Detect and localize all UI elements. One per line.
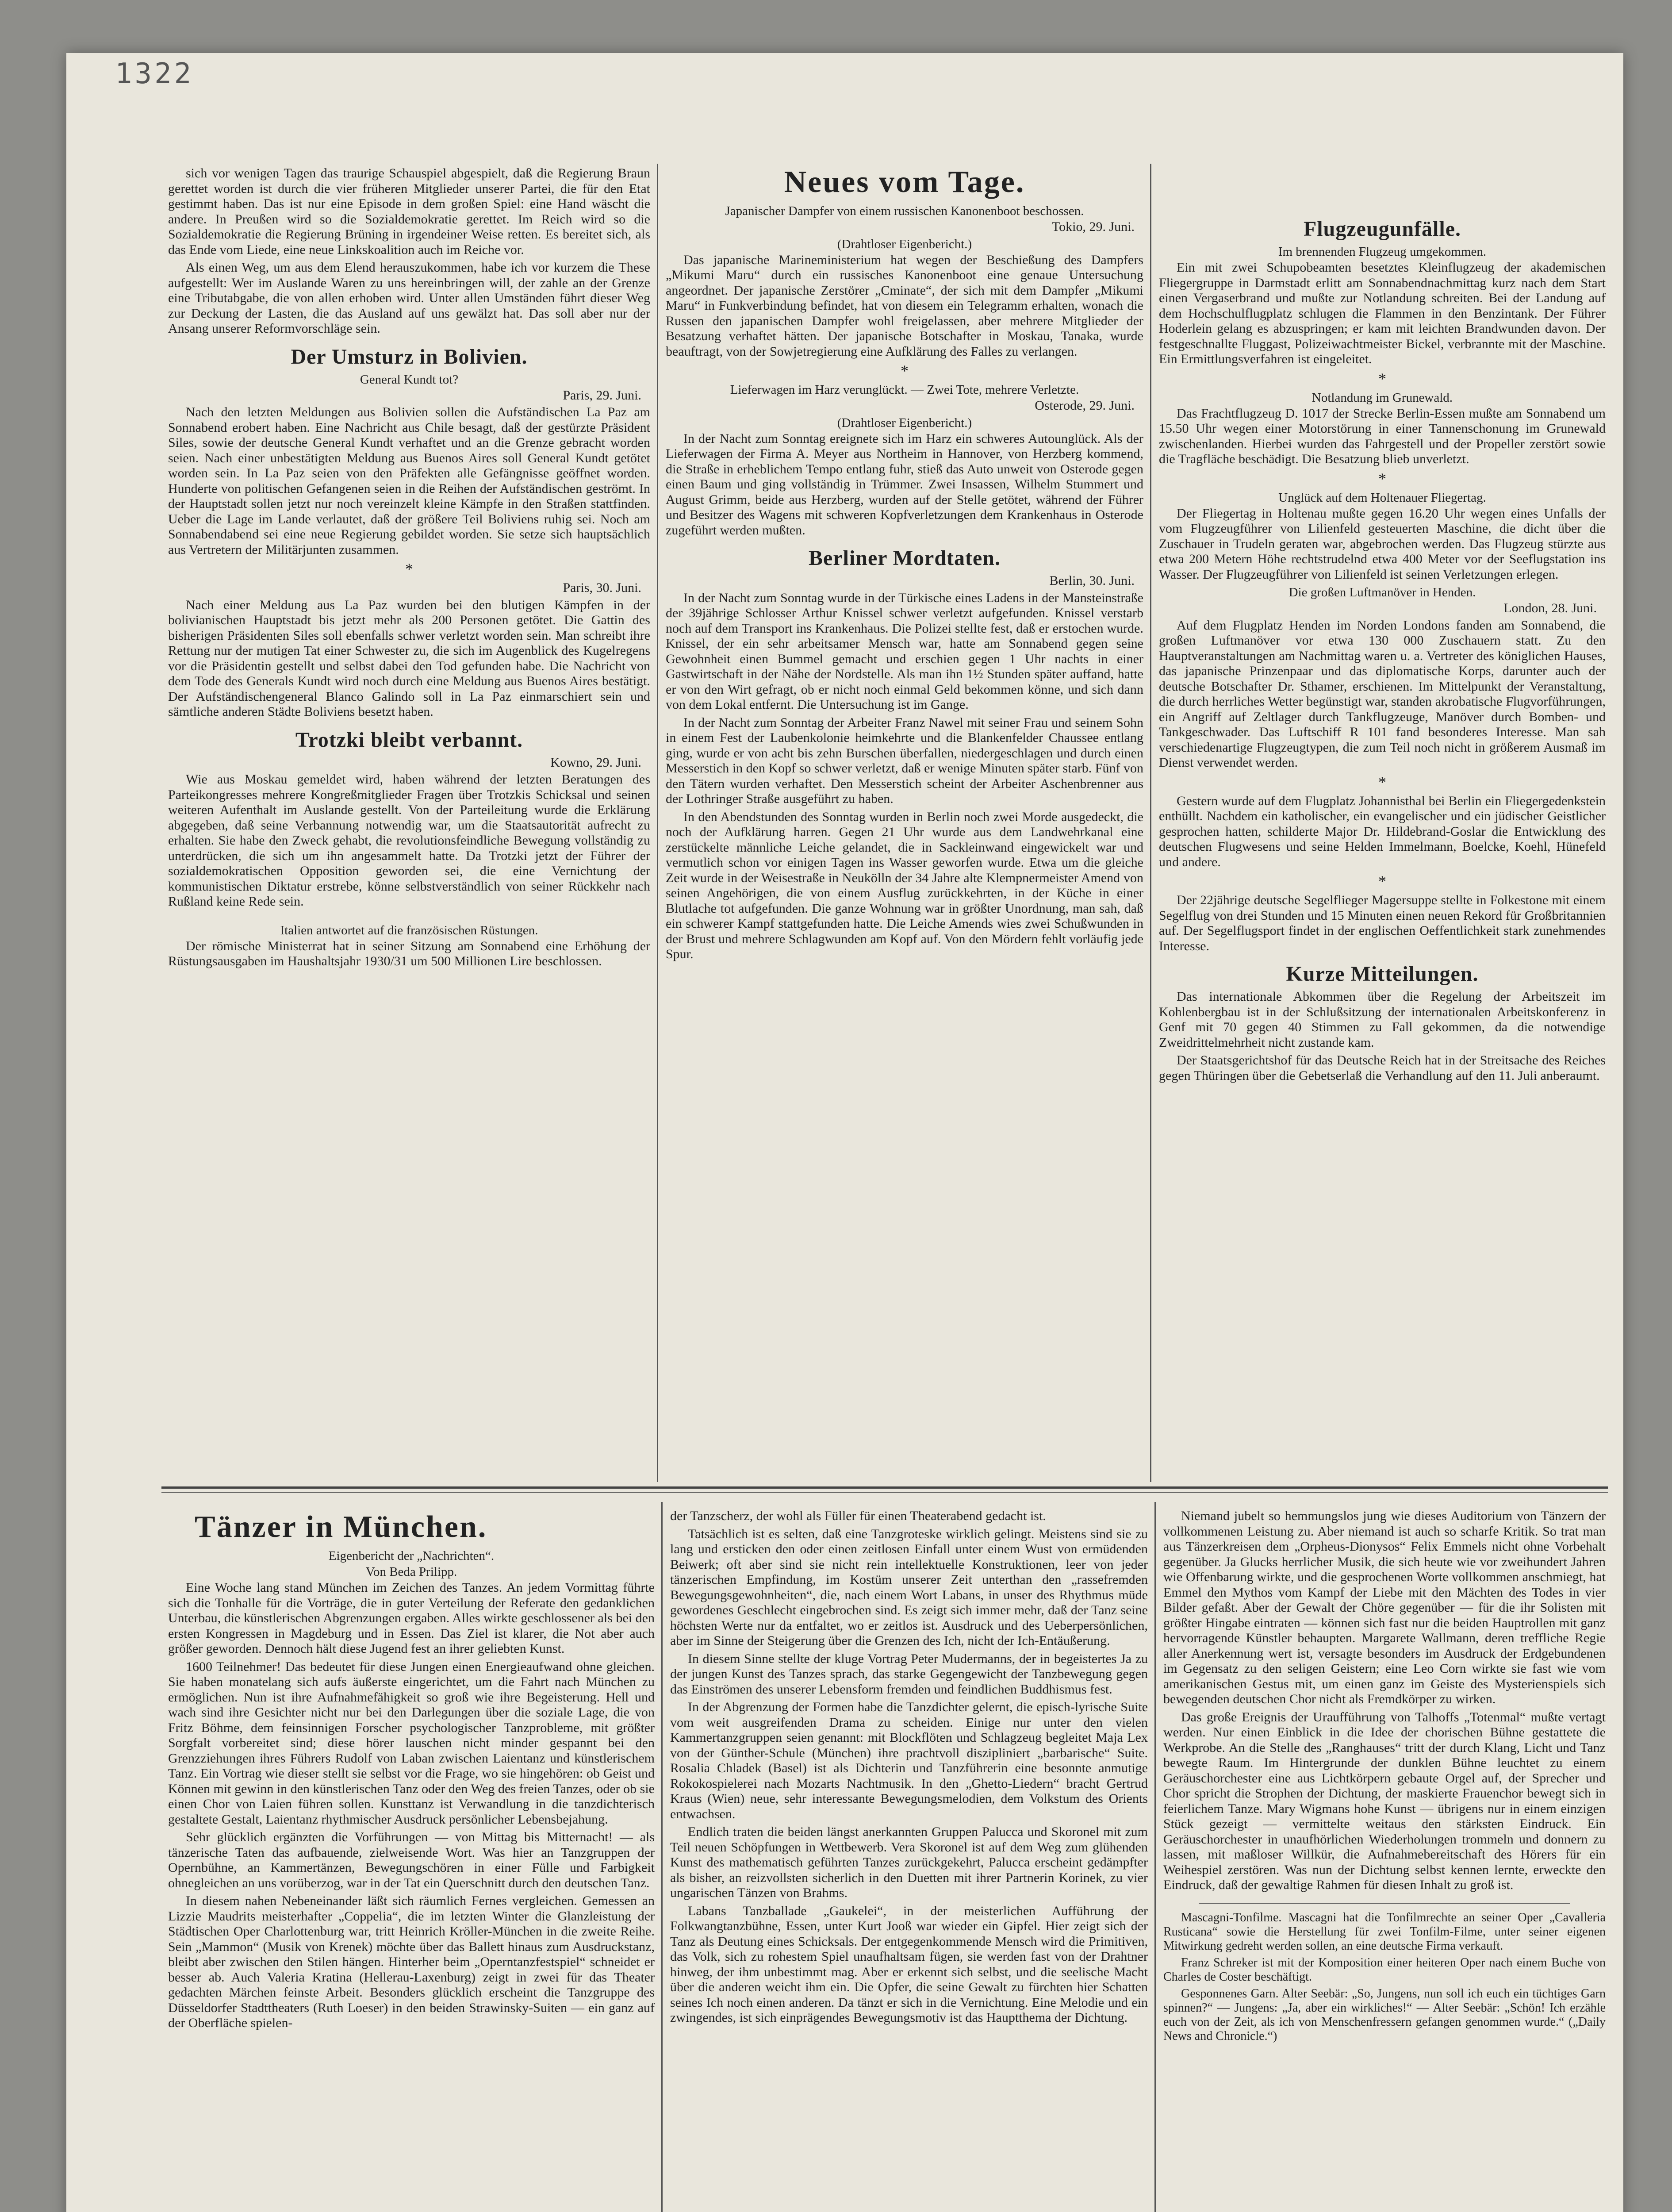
- column-bottom-middle: [670, 1509, 1148, 2212]
- bolivia-paragraph-2: Nach einer Meldung aus La Paz wurden bei den blutigen Kämpfen in der bolivianischen Hauptstadt bis jetzt mehr als 200 Personen getötet. Die Gattin des bisherigen Präsidenten Siles soll ebenfalls schwer verletzt worden sein. Man schreibt ihre Rettung nur der mutigen Tat einer Schwester zu, die sich im Augenblick des Kugelregens vor die Präsidentin gestellt und selbst dabei den Tod gefunden habe. Die Nachricht von dem Tode des Generals Kundt wird noch durch eine Meldung aus Buenos Aires bestätigt. Der Aufständischengeneral Blanco Galindo soll in La Paz einmarschiert sein und sämtliche anderen Städte Boliviens besetzt haben.: [168, 597, 650, 719]
- bolivia-dateline-2: Paris, 30. Juni.: [563, 580, 641, 595]
- feuilleton-paragraph: Eine Woche lang stand München im Zeichen des Tanzes. An jedem Vormittag führte sich die Tonhalle für die Vorträge, die in guter Verteilung der Referate den gedanklichen Unterbau, die künstlerischen Abgrenzungen ergaben. Alles wirkte geschlossener als bei den ersten Kongressen in Magdeburg und in Essen. Das Ziel ist klarer, die Not aber auch größer geworden. Dennoch hält diese Jugend fest an ihrer geliebten Kunst.: [168, 1580, 655, 1656]
- trotzki-paragraph: Wie aus Moskau gemeldet wird, haben während der letzten Beratungen des Parteikongresses mehrere Kongreßmitglieder Fragen über Trotzkis Schicksal und seinen weiteren Aufenthalt im Auslande gestellt. Von der Parteileitung wurde die Erklärung abgegeben, daß seine Verbannung notwendig war, um die Staatsautorität aufrecht zu erhalten. Sie habe den Zweck gehabt, die revolutionsfeindliche Bewegung vollständig zu unterdrücken, die sich um ihn angesammelt hatte. Da Trotzki jetzt der Führer der sozialdemokratischen Opposition geworden sei, die eine Vernichtung der kommunistischen Diktatur erstrebe, könne selbstverständlich von seiner Rückkehr nach Rußland keine Rede sein.: [168, 772, 650, 909]
- italy-headline: Italien antwortet auf die französischen Rüstungen.: [280, 923, 538, 937]
- feuilleton-paragraph: In diesem nahen Nebeneinander läßt sich räumlich Fernes vergleichen. Gemessen an Lizzie Maudrits meisterhafter „Coppelia“, die im letzten Winter die Glanzleistung der Städtischen Oper Charlottenburg war, tritt Heinrich Kröller-München in die zweite Reihe. Sein „Mammon“ (Musik von Krenek) möchte über das Ballett hinaus zum Ausdruckstanz, bleibt aber zwischen den Stilen hängen. Hinterher beim „Operntanzfestspiel“ schneidet er besser ab. Auch Valeria Kratina (Hellerau-Laxenburg) zeigt in zwei für das Theater gedachten Märchen feinste Arbeit. Besonders glücklich erscheint die Tanzgruppe des Düsseldorfer Stadttheaters (Ruth Loeser) in den beiden Strawinsky-Suiten — ein ganz auf der Oberfläche spielen-: [168, 1893, 655, 2030]
- japan-dateline: Tokio, 29. Juni.: [1051, 219, 1135, 234]
- kurz-paragraph-2: Der Staatsgerichtshof für das Deutsche Reich hat in der Streitsache des Reiches gegen Thüringen über die Gebetserlaß die Verhandlung auf den 11. Juli anberaumt.: [1159, 1053, 1606, 1083]
- mord-paragraph-3: In den Abendstunden des Sonntag wurden in Berlin noch zwei Morde ausgedeckt, die noch der Aufklärung harren. Gegen 21 Uhr wurde aus dem Landwehrkanal eine zerstückelte männliche Leiche gelandet, die in Sackleinwand eingewickelt war und vermutlich schon vor einigen Tagen ins Wasser geworfen wurde. Etwa um die gleiche Zeit wurde in der Weisestraße in Neukölln der 34 Jahre alte Klempnermeister Amend von seinen Angehörigen, die von einem Ausflug zurückkehrten, in der Küche in einer Blutlache tot aufgefunden. Die ganze Wohnung war in größter Unordnung, man sah, daß ein schwerer Kampf stattgefunden hatte. Die Leiche Amends wies zwei Schußwunden in der Brust und mehrere Schlagwunden am Kopf auf. Von den Mördern fehlt vorläufig jede Spur.: [666, 809, 1143, 961]
- feuilleton-author: Von Beda Prilipp.: [365, 1565, 457, 1579]
- japan-source: (Drahtloser Eigenbericht.): [837, 237, 972, 251]
- bolivia-subheadline: General Kundt tot?: [360, 372, 459, 387]
- mord-dateline: Berlin, 30. Juni.: [1049, 573, 1135, 588]
- flug-paragraph: Ein mit zwei Schupobeamten besetztes Kleinflugzeug der akademischen Fliegergruppe in Darmstadt erlitt am Sonnabendnachmittag kurz nach dem Start einen Vergaserbrand und mußte zur Notlandung schreiten. Bei der Landung auf dem Hochschulflugplatz schlugen die Flammen in den Benzintank. Der Führer Hoderlein gelang es abzuspringen; er kam mit leichten Brandwunden davon. Der festgeschnallte Fluggast, Polizeiwachtmeister Bickel, verbrannte mit der Maschine. Ein Ermittlungsverfahren ist eingeleitet.: [1159, 260, 1606, 366]
- feuilleton-paragraph: Sehr glücklich ergänzten die Vorführungen — von Mittag bis Mitternacht! — als tänzerische Taten das aufbauende, zielweisende Wort. Was hier an Tanzgruppen der Opernbühne, an Kammertänzen, Bewegungschören in einer Fülle und Farbigkeit ohnegleichen an uns vorüberzog, war in der Tat ein Querschnitt durch den deutschen Tanz.: [168, 1830, 655, 1890]
- column-rule: [1154, 1502, 1156, 2212]
- holtenau-paragraph: Der Fliegertag in Holtenau mußte gegen 16.20 Uhr wegen eines Unfalls der vom Flugzeugführer von Lilienfeld gesteuerten Maschine, die dicht über die Zuschauer in Trudeln geraten war, abgebrochen werden. Das Flugzeug stürzte aus etwa 200 Metern Höhe rechtstrudelnd etwa 400 Meter vor der Seeflugstation ins Wasser. Der Flugzeugführer von Lilienfeld ist seinen Verletzungen erlegen.: [1159, 506, 1606, 582]
- johannisthal-paragraph: Gestern wurde auf dem Flugplatz Johannisthal bei Berlin ein Fliegergedenkstein enthüllt. Nachdem ein katholischer, ein evangelischer und ein jüdischer Geistlicher gesprochen hatten, schilderte Major Dr. Hildebrand-Goslar die Entwicklung des deutschen Flugwesens und seine Helden Immelmann, Boelcke, Koehl, Hünefeld und andere.: [1159, 793, 1606, 869]
- column-rule: [1150, 164, 1151, 1482]
- trotzki-dateline: Kowno, 29. Juni.: [550, 755, 641, 770]
- feuilleton-paragraph: Das große Ereignis der Uraufführung von Talhoffs „Totenmal“ mußte vertagt werden. Nur einen Einblick in die Idee der chorischen Bühne gestattete die Werkprobe. An die Stelle des „Ranghauses“ tritt der durch Klang, Licht und Tanz bewegte Raum. Im Hintergrunde der dunklen Bühne leuchtet zu einem Geräuschorchester eine aus Lichtkörpern gebaute Orgel auf, der Sprecher und Chor spricht die Strophen der Dichtung, der maskierte Frauenchor bewegt sich in feierlichem Tanze. Mary Wigmans hohe Kunst — übrigens nur in einem einzigen Stück gezeigt — vermittelte weitaus den stärksten Eindruck. Ein Geräuschorchester in unaufhörlichen Wiederholungen trommeln und donnern zu lassen, mit maßloser Willkür, die Aufnahmebereitschaft des Hörers für ein Weihespiel zerstören. Was nun der Dichtung selbst kennen lernte, erweckte den Eindruck, daß der gewaltige Rahmen für diesen Inhalt zu groß ist.: [1163, 1709, 1606, 1892]
- separator-star: *: [405, 560, 413, 578]
- newspaper-page: [66, 53, 1623, 2212]
- flug-headline: Flugzeugunfälle.: [1303, 217, 1461, 241]
- italy-paragraph: Der römische Ministerrat hat in seiner Sitzung am Sonnabend eine Erhöhung der Rüstungsausgaben im Haushaltsjahr 1930/31 um 500 Millionen Lire beschlossen.: [168, 938, 650, 968]
- article-intro-2: Als einen Weg, um aus dem Elend herauszukommen, habe ich vor kurzem die These aufgestellt: Wer im Auslande Waren zu uns hereinbringen will, der zahle an der Grenze eine Tributabgabe, die von allen erhoben wird. Unter allen Umständen führt dieser Weg zur Deckung der Lasten, die das Ausland auf uns gewälzt hat. Das soll aber nur der Ansang unserer Reformvorschläge sein.: [168, 260, 650, 336]
- trotzki-headline: Trotzki bleibt verbannt.: [295, 728, 523, 752]
- japan-headline: Japanischer Dampfer von einem russischen Kanonenboot beschossen.: [725, 204, 1084, 218]
- segelflug-paragraph: Der 22jährige deutsche Segelflieger Magersuppe stellte in Folkestone mit einem Segelflug von drei Stunden und 15 Minuten einen neuen Rekord für Großbritannien auf. Der Segelflugsport findet in der englischen Oeffentlichkeit stark zunehmendes Interesse.: [1159, 893, 1606, 953]
- section-divider-thin: [161, 1492, 1608, 1493]
- separator-star: *: [1378, 469, 1386, 488]
- separator-star: *: [1378, 369, 1386, 388]
- harz-dateline: Osterode, 29. Juni.: [1035, 398, 1135, 413]
- feuilleton-paragraph: Tatsächlich ist es selten, daß eine Tanzgroteske wirklich gelingt. Meistens sind sie zu lang und ersticken den oder einen zeitlosen Einfall unter einem Wust von ermüdenden Beiwerk; oft aber sind sie nicht rein intellektuelle Konstruktionen, leer von jeder tänzerischen Empfindung, im Kostüm unserer Zeit unterthan den „rassefremden Bewegungsgewohnheiten“, die, nach einem Wort Labans, in unser des Rhythmus müde gewordenes Geschlecht eingebrochen sind. Es zeigt sich immer mehr, daß der Tanz seine höchsten Werte nur da entfaltet, wo er zeitlos ist. Ausdruck und des Ueberpersönlichen, aber im Sinne der Steigerung über die Grenzen des Ich, nicht der Ich-Entäußerung.: [670, 1526, 1148, 1648]
- kurz-headline: Kurze Mitteilungen.: [1286, 962, 1479, 986]
- notlandung-paragraph: Das Frachtflugzeug D. 1017 der Strecke Berlin-Essen mußte am Sonnabend um 15.50 Uhr wegen einer Motorstörung in einer Tannenschonung im Grunewald zwischenlanden. Hierbei wurden das Fahrgestell und der Propeller zerstört sowie die Tragfläche beschädigt. Die Besatzung blieb unverletzt.: [1159, 406, 1606, 466]
- separator-star: *: [1378, 872, 1386, 890]
- london-headline: Die großen Luftmanöver in Henden.: [1289, 585, 1476, 599]
- bolivia-headline: Der Umsturz in Bolivien.: [291, 345, 528, 369]
- note-mascagni: Mascagni-Tonfilme. Mascagni hat die Tonfilmrechte an seiner Oper „Cavalleria Rusticana“ sowie die Herstellung für zwei Tonfilm-Filme, unter seiner eigenen Mitwirkung gedreht werden sollen, an eine deutsche Firma verkauft.: [1163, 1910, 1606, 1953]
- separator-star: *: [901, 362, 909, 380]
- flug-subheadline: Im brennenden Flugzeug umgekommen.: [1278, 245, 1487, 259]
- note-schreker: Franz Schreker ist mit der Komposition einer heiteren Oper nach einem Buche von Charles de Coster beschäftigt.: [1163, 1955, 1606, 1984]
- london-dateline: London, 28. Juni.: [1503, 601, 1597, 615]
- harz-source: (Drahtloser Eigenbericht.): [837, 415, 972, 430]
- bolivia-paragraph: Nach den letzten Meldungen aus Bolivien sollen die Aufständischen La Paz am Sonnabend erobert haben. Eine Nachricht aus Chile besagt, daß der gestürzte Präsident Siles, sowie der deutsche General Kundt verhaftet und an die Grenze gebracht worden seien. Nach einer unbestätigten Meldung aus Buenos Aires soll General Kundt getötet worden sein. In La Paz seien von den Präfekten alle Gefängnisse geöffnet worden. Hunderte von politischen Gefangenen seien in die Reihen der Aufständischen geströmt. In der Hauptstadt sollen jetzt nur noch vereinzelt kleine Kämpfe in den Straßen stattfinden. Ueber die Lage im Lande verlautet, daß der größere Teil Boliviens ruhig sei. Noch am Sonnabendabend sei eine neue Regierung gebildet worden. Sie setze sich hauptsächlich aus Vertretern der Militärjunten zusammen.: [168, 405, 650, 557]
- note-garn: Gesponnenes Garn. Alter Seebär: „So, Jungens, nun soll ich euch ein tüchtiges Garn spinnen?“ — Jungens: „Ja, aber ein wirkliches!“ — Alter Seebär: „Schön! Ich erzähle euch von der Zeit, als ich von Menschenfressern gefangen genommen wurde.“ („Daily News and Chronicle.“): [1163, 1986, 1606, 2043]
- bolivia-dateline: Paris, 29. Juni.: [563, 388, 641, 403]
- section-headline-neues-vom-tage: Neues vom Tage.: [784, 165, 1025, 199]
- harz-paragraph: In der Nacht zum Sonntag ereignete sich im Harz ein schweres Autounglück. Als der Lieferwagen der Firma A. Meyer aus Northeim in Hannover, von Herzberg kommend, die Straße in erheblichem Tempo entlang fuhr, stieß das Auto unweit von Osterode gegen einen Baum und ging vollständig in Trümmer. Zwei Insassen, Wilhelm Stummert und August Grimm, beide aus Herzberg, wurden auf der Stelle getötet, während der Führer und Besitzer des Wagens mit schweren Kopfverletzungen dem Krankenhaus in Osterode zugeführt werden mußten.: [666, 431, 1143, 538]
- page-number: 1322: [115, 58, 194, 90]
- column-bottom-right: [1163, 1509, 1606, 2212]
- notlandung-headline: Notlandung im Grunewald.: [1312, 390, 1453, 405]
- london-paragraph: Auf dem Flugplatz Henden im Norden Londons fanden am Sonnabend, die großen Luftmanöver vor etwa 130 000 Zuschauern statt. Zu den Hauptveranstaltungen am Nachmittag waren u. a. Vertreter des königlichen Hauses, das japanische Prinzenpaar und das diplomatische Korps, darunter auch der deutsche Botschafter Dr. Sthamer, erschienen. Im Mittelpunkt der Veranstaltung, die durch herrliches Wetter begünstigt war, standen akrobatische Flugvorführungen, ein Angriff auf Zeltlager durch Tankflugzeuge, Manöver durch Bomben- und Tankgeschwader. Das Luftschiff R 101 fand besonderes Interesse. Man sah verschiedenartige Flugzeugtypen, die zum Teil noch nicht in größerem Ausmaß im Dienst verwendet werden.: [1159, 618, 1606, 770]
- separator-star: *: [1378, 773, 1386, 791]
- feuilleton-subheadline: Eigenbericht der „Nachrichten“.: [328, 1549, 495, 1563]
- column-top-right: [1159, 217, 1606, 1480]
- column-top-middle: [666, 164, 1143, 1480]
- section-divider: [161, 1486, 1608, 1489]
- column-bottom-left: [168, 1509, 655, 2212]
- column-top-left: [168, 166, 650, 1480]
- feuilleton-headline: Tänzer in München.: [195, 1510, 487, 1544]
- notes-divider: [1199, 1903, 1570, 1904]
- japan-paragraph: Das japanische Marineministerium hat wegen der Beschießung des Dampfers „Mikumi Maru“ durch ein russisches Kanonenboot eine genaue Untersuchung angeordnet. Der japanische Zerstörer „Cminate“, der sich mit dem Dampfer „Mikumi Maru“ in Funkverbindung befindet, hat von diesem ein Telegramm erhalten, wonach die Russen den japanischen Dampfer wohl freigelassen, aber mehrere Mitglieder der Besatzung verhaftet hätten. Der japanische Botschafter in Moskau, Tanaka, wurde beauftragt, von der Sowjetregierung eine Aufklärung des Falles zu verlangen.: [666, 252, 1143, 359]
- article-intro: sich vor wenigen Tagen das traurige Schauspiel abgespielt, daß die Regierung Braun gerettet worden ist durch die vier früheren Mitglieder unserer Partei, die für den Etat gestimmt haben. Das ist nur eine Episode in dem großen Spiel: eine Hand wäscht die andere. In Preußen wird so die Sozialdemokratie gerettet. Im Reich wird so die Sozialdemokratie die Regierung Brüning in irgendeiner Weise retten. Es bereitet sich, als das Ende vom Liede, eine neue Linkskoalition auch im Reiche vor.: [168, 166, 650, 257]
- feuilleton-paragraph: Labans Tanzballade „Gaukelei“, in der meisterlichen Aufführung der Folkwangtanzbühne, Essen, unter Kurt Jooß war wieder ein Gipfel. Hier zeigt sich der Tanz als Deutung eines Schicksals. Der entgegenkommende Mensch wird die Primitiven, das Volk, sich zu rohestem Spiel unaufhaltsam fügen, sie werden fast von der Drahtner hinweg, der ihm unbestimmt mag. Aber er erkennt sich selbst, und die seelische Macht über die anderen weicht ihm ein. Die Opfer, die seine Gewalt zu fürchten hier Schatten seines Ich noch einen anderen. Da tänzt er sich in die Vernichtung. Eine Melodie und ein zwingendes, ist sich einprägendes Bewegungsmotiv ist das Hauptthema der Dichtung.: [670, 1903, 1148, 2025]
- mord-paragraph-2: In der Nacht zum Sonntag der Arbeiter Franz Nawel mit seiner Frau und seinem Sohn in einem Fest der Laubenkolonie heimkehrte und die Blankenfelder Chaussee entlang ging, wurde er von acht bis zehn Burschen überfallen, niedergeschlagen und durch einen Messerstich in den Kopf so schwer verletzt, daß er wenige Minuten später starb. Fünf von den Tätern wurden verhaftet. Den Messerstich scheint der Arbeiter Aschenbrenner aus der Lothringer Straße ausgeführt zu haben.: [666, 715, 1143, 806]
- feuilleton-paragraph: Endlich traten die beiden längst anerkannten Gruppen Palucca und Skoronel mit zum Teil neuen Schöpfungen in Wettbewerb. Vera Skoronel ist auf dem Weg zum glühenden Kunst des mathematisch geführten Tanzes zurückgekehrt, Palucca erscheint gedämpfter als bisher, an reizvollsten sicherlich in den Duetten mit ihrer Partnerin Korinek, zu vier ungarischen Tänzen von Brahms.: [670, 1824, 1148, 1900]
- column-rule: [657, 164, 658, 1482]
- feuilleton-paragraph: In diesem Sinne stellte der kluge Vortrag Peter Mudermanns, der in begeistertes Ja zu der jungen Kunst des Tanzes sprach, das starke Gegengewicht der Tanzbewegung gegen das Einströmen des unserer Lebensform fremden und feindlichen Buddhismus fest.: [670, 1651, 1148, 1697]
- harz-headline: Lieferwagen im Harz verunglückt. — Zwei Tote, mehrere Verletzte.: [730, 383, 1079, 397]
- feuilleton-paragraph: der Tanzscherz, der wohl als Füller für einen Theaterabend gedacht ist.: [670, 1509, 1046, 1523]
- feuilleton-paragraph: Niemand jubelt so hemmungslos jung wie dieses Auditorium von Tänzern der vollkommenen Leistung zu. Aber niemand ist auch so scharfe Kritik. So trat man aus Tänzerkreisen dem „Orpheus-Dionysos“ Felix Emmels nicht ohne Vorbehalt gegenüber. Ja Glucks herrlicher Musik, die sich heute wie vor zweihundert Jahren wie Offenbarung wirkte, und die gesprochenen Worte vollkommen anschmiegt, hat Emmel den Mythos vom Kampf der Liebe mit den Mächten des Todes in vier Bilder gefaßt. Aber der Gewalt der Chöre gegenüber — für die ihr Solisten mit größter Hingabe eintraten — können sich fast nur die beiden Hauptrollen mit ganz hervorragende Künstler behaupten. Margarete Wallmann, deren treffliche Regie aller Anerkennung wert ist, versagte besonders im Ausdruck der Erdgebundenen im Gegensatz zu den seligen Geistern; eine Leo Corn wirkte sie fast wie vom amerikanischen Gestus mit, um einen ganz im Geiste des Mysterienspiels sich bewegenden deutschen Chor nicht als Fremdkörper zu wirken.: [1163, 1509, 1606, 1706]
- kurz-paragraph-1: Das internationale Abkommen über die Regelung der Arbeitszeit im Kohlenbergbau ist in der Schlußsitzung der internationalen Arbeitskonferenz in Genf mit 70 gegen 40 Stimmen zu Fall gekommen, da die notwendige Zweidrittelmehrheit nicht zustande kam.: [1159, 989, 1606, 1050]
- feuilleton-paragraph: In der Abgrenzung der Formen habe die Tanzdichter gelernt, die episch-lyrische Suite vom weit ausgreifenden Drama zu scheiden. Einige nur unter den vielen Kammertanzgruppen seien genannt: mit Blockflöten und Schlagzeug begleitet Maja Lex von der Günther-Schule (München) ihre prachtvoll diszipliniert „barbarische“ Suite. Rosalia Chladek (Basel) ist als Dichterin und Tanzführerin eine besonnte anmutige Rokokospielerei nach Mozarts Nachtmusik. In den „Ghetto-Liedern“ bracht Gertrud Kraus (Wien) neue, sehr interessante Bewegungsmelodien, dem Volkstum des Orients entwachsen.: [670, 1700, 1148, 1821]
- mord-headline: Berliner Mordtaten.: [808, 546, 1001, 570]
- mord-paragraph-1: In der Nacht zum Sonntag wurde in der Türkische eines Ladens in der Mansteinstraße der 39jährige Schlosser Arthur Knissel schwer verletzt aufgefunden. Knissel verstarb noch auf dem Transport ins Krankenhaus. Die Polizei stellte fest, daß er erstochen wurde. Knissel, der ein sehr arbeitsamer Mensch war, hatte am Sonnabend gegen seine Gewohnheit einen Bummel gemacht und erschien gegen 1 Uhr nachts in einer Gastwirtschaft in der Nähe der Nordstelle. Als man ihn 1½ Stunden später auffand, hatte er von den Wirt gefragt, ob er nicht noch einmal Geld bekommen könne, und sich dann von dem Lokal entfernt. Die Untersuchung ist im Gange.: [666, 590, 1143, 712]
- column-rule: [661, 1502, 663, 2212]
- feuilleton-paragraph: 1600 Teilnehmer! Das bedeutet für diese Jungen einen Energieaufwand ohne gleichen. Sie haben monatelang sich aufs äußerste eingerichtet, um die Fahrt nach München zu ermöglichen. Nun ist ihre Aufnahmefähigkeit so groß wie ihre Begeisterung. Hell und wach sind ihre Gesichter nicht nur bei den Darlegungen über die soziale Lage, die von Fritz Böhme, dem feinsinnigen Forscher psychologischer Tanzprobleme, mit größter Sorgfalt vorbereitet sind; diese hörer lauschen nicht minder gespannt bei den Grenzziehungen ihres Führers Rudolf von Laban zwischen Laientanz und künstlerischem Tanz. Ein Vortrag wie dieser stellt sie selbst vor die Frage, wo sie hingehören: ob Geist und Können mit gewinn in den künstlerischen Tanz oder den Weg des freien Tanzes, oder ob sie einen Chor von Laien führen sollen. Kunsttanz ist Verwandlung in die tanzdichterisch gestaltete Gestalt, Laientanz rhythmischer Ausdruck persönlicher Lebensbejahung.: [168, 1659, 655, 1827]
- holtenau-headline: Unglück auf dem Holtenauer Fliegertag.: [1278, 490, 1486, 505]
